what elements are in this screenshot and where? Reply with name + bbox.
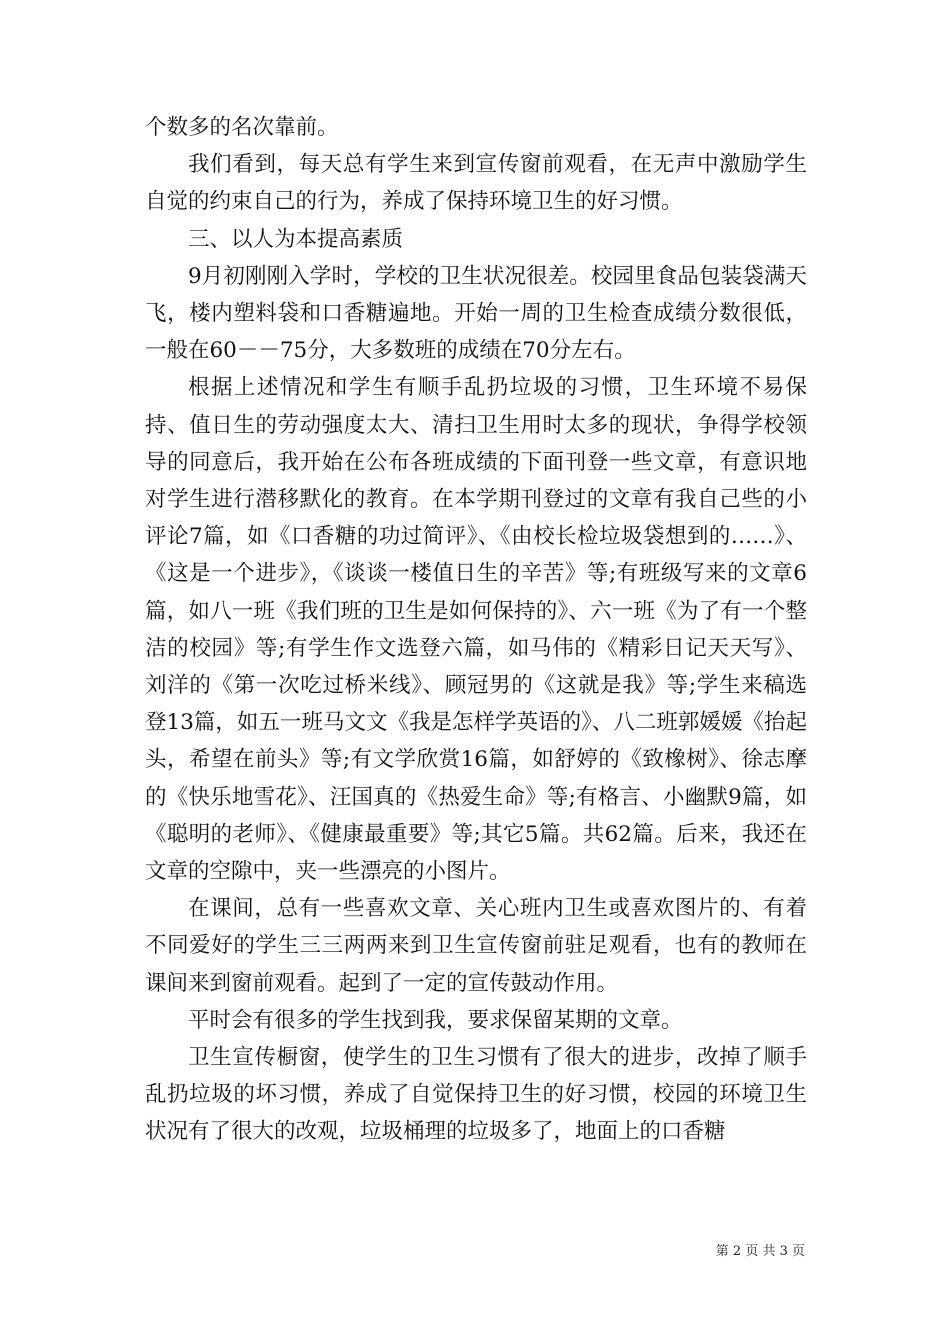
paragraph-7: 卫生宣传橱窗，使学生的卫生习惯有了很大的进步，改掉了顺手乱扔垃圾的坏习惯，养成了自觉保持卫生的好习惯，校园的环境卫生状况有了很大的改观，垃圾桶理的垃圾多了，地面上的口香糖	[145, 1045, 807, 1145]
section-heading: 三、以人为本提高素质	[188, 226, 404, 252]
paragraph-2: 我们看到，每天总有学生来到宣传窗前观看，在无声中激励学生自觉的约束自己的行为，养成了保持环境卫生的好习惯。	[145, 152, 807, 215]
paragraph-5: 在课间，总有一些喜欢文章、关心班内卫生或喜欢图片的、有着不同爱好的学生三三两两来到卫生宣传窗前驻足观看，也有的教师在课间来到窗前观看。起到了一定的宣传鼓动作用。	[145, 896, 807, 996]
paragraph-6: 平时会有很多的学生找到我，要求保留某期的文章。	[188, 1007, 683, 1033]
paragraph-3: 9月初刚刚入学时，学校的卫生状况很差。校园里食品包装袋满天飞，楼内塑料袋和口香糖遍地。开始一周的卫生检查成绩分数很低，一般在60－－75分，大多数班的成绩在70分左右。	[145, 263, 807, 364]
paragraph-1: 个数多的名次靠前。	[145, 115, 339, 140]
document-body	[145, 109, 807, 1151]
page-number: 第 2 页 共 3 页	[715, 1244, 805, 1259]
paragraph-4: 根据上述情况和学生有顺手乱扔垃圾的习惯，卫生环境不易保持、值日生的劳动强度太大、清扫卫生用时太多的现状，争得学校领导的同意后，我开始在公布各班成绩的下面刊登一些文章，有意识地对学生进行潜移默化的教育。在本学期刊登过的文章有我自己些的小评论7篇，如《口香糖的功过简评》、《由校长检垃圾袋想到的……》、《这是一个进步》，《谈谈一楼值日生的辛苦》等;有班级写来的文章6篇，如八一班《我们班的卫生是如何保持的》、六一班《为了有一个整洁的校园》等;有学生作文选登六篇，如马伟的《精彩日记天天写》、刘洋的《第一次吃过桥米线》、顾冠男的《这就是我》等;学生来稿选登13篇，如五一班马文文《我是怎样学英语的》、八二班郭媛媛《抬起头，希望在前头》等;有文学欣赏16篇，如舒婷的《致橡树》、徐志摩的《快乐地雪花》、汪国真的《热爱生命》等;有格言、小幽默9篇，如《聪明的老师》、《健康最重要》等;其它5篇。共62篇。后来，我还在文章的空隙中，夹一些漂亮的小图片。	[145, 375, 807, 885]
